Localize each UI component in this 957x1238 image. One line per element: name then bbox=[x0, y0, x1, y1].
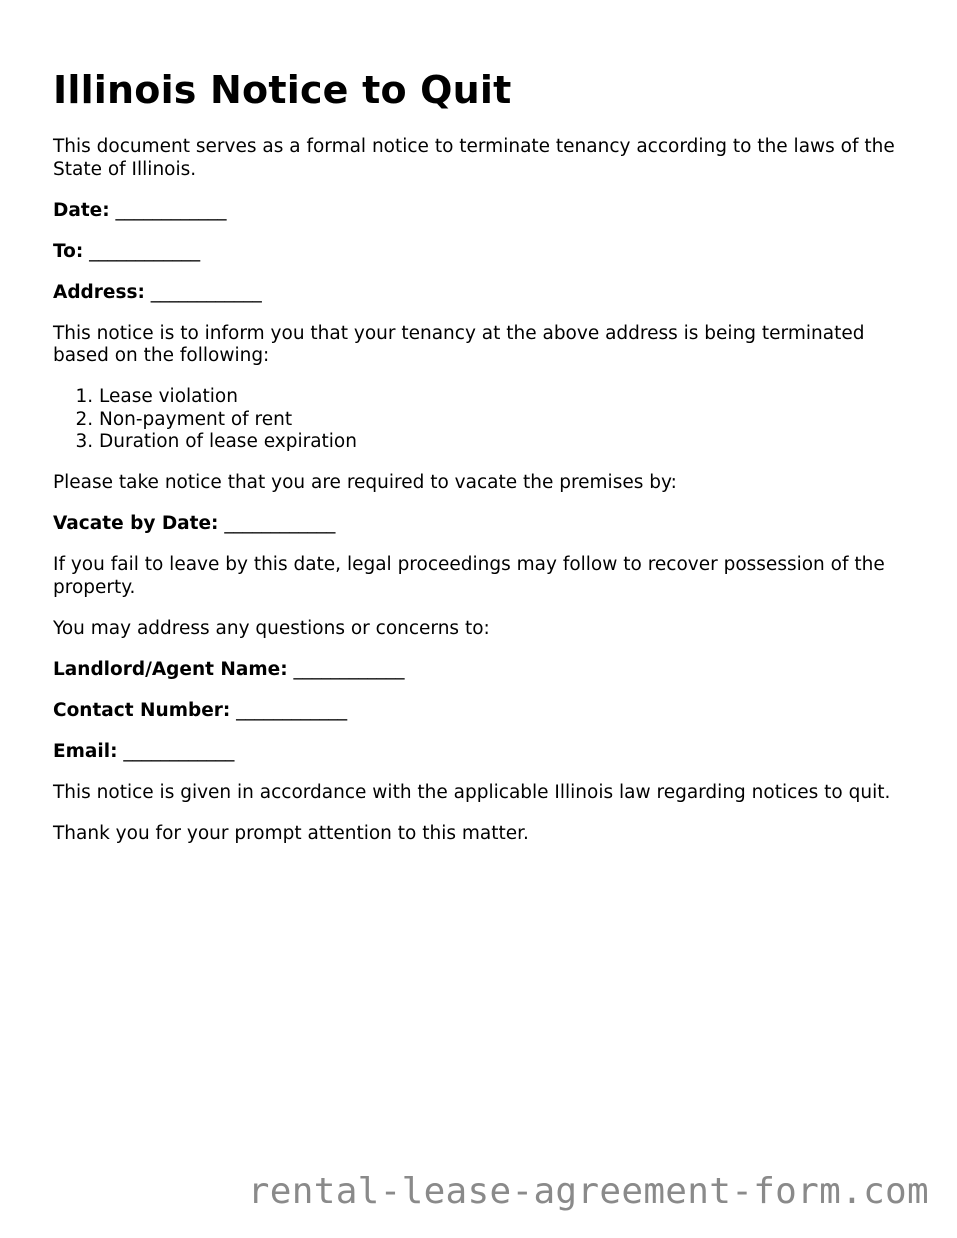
contact-number-field bbox=[53, 700, 913, 723]
to-label: To: bbox=[53, 240, 84, 262]
vacate-paragraph: Please take notice that you are required to vacate the premises by: bbox=[53, 472, 677, 493]
landlord-name-field bbox=[53, 659, 913, 682]
termination-paragraph: This notice is to inform you that your tenancy at the above address is being terminated based on the following: bbox=[53, 322, 865, 366]
email-field bbox=[53, 741, 913, 764]
contact-intro-paragraph: You may address any questions or concerns to: bbox=[53, 617, 490, 639]
vacate-date-field bbox=[53, 513, 913, 536]
accordance-paragraph: This notice is given in accordance with the applicable Illinois law regarding notices to quit. bbox=[53, 781, 891, 803]
reason-item: 1. Lease violation bbox=[99, 386, 913, 409]
document-page bbox=[53, 66, 913, 864]
thanks-paragraph: Thank you for your prompt attention to this matter. bbox=[53, 822, 529, 844]
to-field bbox=[53, 241, 913, 264]
date-label: Date: bbox=[53, 199, 110, 221]
site-watermark: rental-lease-agreement-form.com bbox=[247, 1171, 929, 1212]
reasons-list bbox=[53, 386, 913, 454]
vacate-date-blank[interactable]: ____________ bbox=[224, 513, 336, 534]
landlord-name-label: Landlord/Agent Name: bbox=[53, 658, 288, 680]
intro-paragraph: This document serves as a formal notice to terminate tenancy according to the laws of the State of Illinois. bbox=[53, 136, 895, 180]
vacate-date-label: Vacate by Date: bbox=[53, 513, 219, 534]
address-field bbox=[53, 282, 913, 305]
date-field bbox=[53, 200, 913, 223]
email-blank[interactable]: ____________ bbox=[123, 740, 235, 762]
landlord-name-blank[interactable]: ____________ bbox=[293, 658, 405, 680]
reason-item: 2. Non-payment of rent bbox=[99, 409, 913, 432]
legal-paragraph: If you fail to leave by this date, legal proceedings may follow to recover possession of the property. bbox=[53, 554, 885, 598]
document-title: Illinois Notice to Quit bbox=[53, 68, 512, 112]
contact-number-blank[interactable]: ____________ bbox=[236, 699, 348, 721]
email-label: Email: bbox=[53, 740, 118, 762]
date-blank[interactable]: ____________ bbox=[115, 199, 227, 221]
reason-item: 3. Duration of lease expiration bbox=[99, 431, 913, 454]
contact-number-label: Contact Number: bbox=[53, 699, 231, 721]
address-blank[interactable]: ____________ bbox=[150, 281, 262, 303]
to-blank[interactable]: ____________ bbox=[89, 240, 201, 262]
address-label: Address: bbox=[53, 281, 145, 303]
